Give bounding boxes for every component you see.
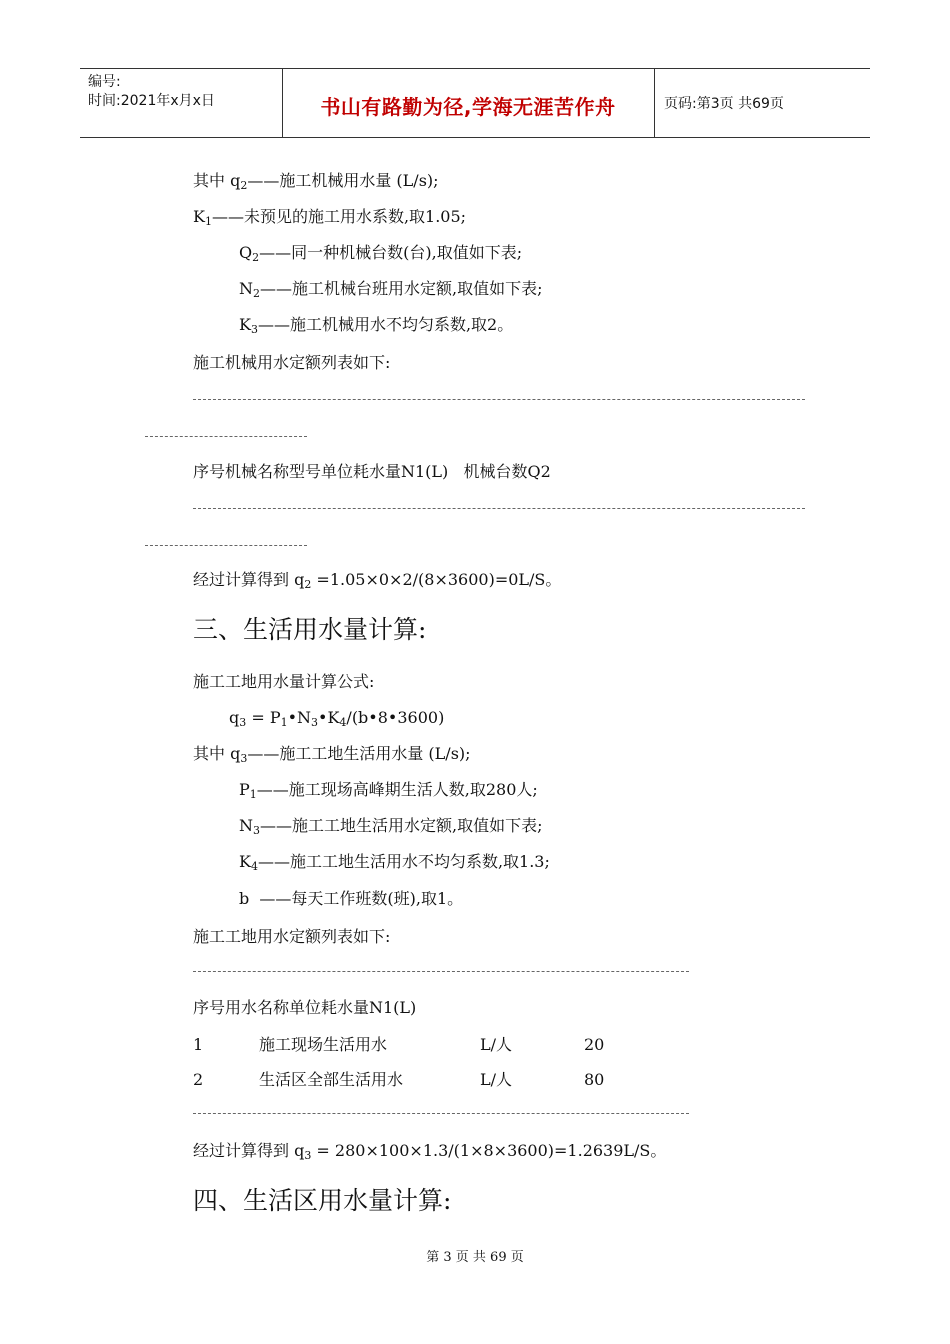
section-heading: 四、生活区用水量计算: bbox=[193, 1186, 452, 1215]
def-n3: $N_3——$施工工地生活用水定额,取值如下表; bbox=[239, 816, 543, 837]
def-b: b ——每天工作班数(班),取1。 bbox=[239, 889, 464, 908]
table-rule bbox=[193, 971, 689, 972]
table-rule bbox=[145, 436, 307, 437]
def-k1: $K_1——$未预见的施工用水系数,取1.05; bbox=[193, 207, 467, 228]
table-rule bbox=[193, 508, 805, 509]
def-p1: $P_1——$施工现场高峰期生活人数,取280人; bbox=[239, 780, 538, 801]
footer-page-number: 第 3 页 共 69 页 bbox=[426, 1250, 524, 1265]
section-heading: 三、生活用水量计算: bbox=[193, 615, 427, 644]
number-label: 编号: bbox=[88, 74, 121, 90]
def-q3: 其中 $q_3——$施工工地生活用水量 (L/s); bbox=[193, 744, 471, 765]
table-rule bbox=[193, 1113, 689, 1114]
living-result: 经过计算得到 $q_3 = 280\times 100\times 1.3/(1\times 8\times 3600)=1.2639L/S$。 bbox=[193, 1141, 667, 1162]
row-name: 生活区全部生活用水 bbox=[259, 1070, 404, 1089]
page-header bbox=[80, 68, 870, 138]
header-page-number: 页码:第3页 共69页 bbox=[664, 96, 784, 112]
def-q2: 其中 $q_2——$施工机械用水量 (L/s); bbox=[193, 171, 439, 192]
def-k4: $K_4——$施工工地生活用水不均匀系数,取1.3; bbox=[239, 852, 550, 873]
table-rule bbox=[193, 399, 805, 400]
living-table-header: 序号用水名称单位耗水量N1(L) bbox=[193, 998, 417, 1017]
def-n2: $N_2——$施工机械台班用水定额,取值如下表; bbox=[239, 279, 543, 300]
row-name: 施工现场生活用水 bbox=[259, 1035, 388, 1054]
row-number: 1 bbox=[193, 1035, 204, 1054]
time-label: 时间:2021年x月x日 bbox=[88, 93, 215, 109]
header-meta bbox=[88, 73, 215, 111]
header-divider bbox=[654, 69, 655, 137]
def-k3: $K_3——$施工机械用水不均匀系数,取2。 bbox=[239, 315, 514, 336]
row-number: 2 bbox=[193, 1070, 204, 1089]
machine-table-header: 序号机械名称型号单位耗水量N1(L) 机械台数Q2 bbox=[193, 462, 551, 481]
machine-table-intro: 施工机械用水定额列表如下: bbox=[193, 353, 391, 372]
machine-result: 经过计算得到 $q_2 =1.05\times 0\times 2/(8\times 3600)=0L/S$。 bbox=[193, 570, 562, 591]
def-q2-count: $Q_2——$同一种机械台数(台),取值如下表; bbox=[239, 243, 523, 264]
living-table-intro: 施工工地用水定额列表如下: bbox=[193, 927, 391, 946]
row-unit: L/人 bbox=[480, 1070, 513, 1089]
row-value: 80 bbox=[584, 1070, 605, 1089]
formula-intro: 施工工地用水量计算公式: bbox=[193, 672, 375, 691]
row-value: 20 bbox=[584, 1035, 605, 1054]
row-unit: L/人 bbox=[480, 1035, 513, 1054]
table-rule bbox=[145, 545, 307, 546]
header-motto: 书山有路勤为径,学海无涯苦作舟 bbox=[320, 95, 616, 119]
formula: $q_3$ = $P_1•N_3•K_4/(b•8•3600)$ bbox=[229, 708, 445, 729]
